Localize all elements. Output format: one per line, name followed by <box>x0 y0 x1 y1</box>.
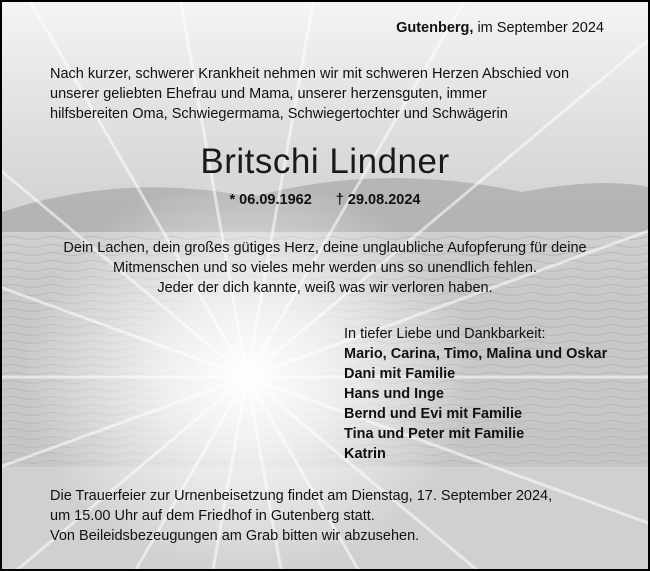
intro-line: unserer geliebten Ehefrau und Mama, unserer herzensguten, immer <box>50 86 487 102</box>
notice-content <box>2 2 648 569</box>
mourner-name: Tina und Peter mit Familie <box>344 426 525 442</box>
funeral-line: um 15.00 Uhr auf dem Friedhof in Gutenberg statt. <box>50 508 375 524</box>
intro-text <box>50 64 610 124</box>
mourner-name: Dani mit Familie <box>344 366 456 382</box>
quote-line: Dein Lachen, dein großes gütiges Herz, deine unglaubliche Aufopferung für deine <box>63 240 587 256</box>
life-dates <box>2 192 648 208</box>
birth-date: * 06.09.1962 <box>229 192 312 208</box>
mourner-name: Hans und Inge <box>344 386 444 402</box>
mourner-name: Katrin <box>344 446 386 462</box>
mourners-list <box>344 324 607 464</box>
quote-line: Mitmenschen und so vieles mehr werden uns so unendlich fehlen. <box>113 260 537 276</box>
memorial-quote <box>2 238 648 298</box>
deceased-name: Britschi Lindner <box>200 142 450 181</box>
quote-line: Jeder der dich kannte, weiß was wir verloren haben. <box>157 280 493 296</box>
intro-line: hilfsbereiten Oma, Schwiegermama, Schwiegertochter und Schwägerin <box>50 106 508 122</box>
mourners-lead: In tiefer Liebe und Dankbarkeit: <box>344 326 546 342</box>
funeral-info <box>50 486 552 546</box>
place: Gutenberg, <box>396 20 474 36</box>
intro-line: Nach kurzer, schwerer Krankheit nehmen wir mit schweren Herzen Abschied von <box>50 66 570 82</box>
mourner-name: Bernd und Evi mit Familie <box>344 406 523 422</box>
place-date <box>396 20 604 36</box>
mourner-name: Mario, Carina, Timo, Malina und Oskar <box>344 346 608 362</box>
funeral-line: Von Beileidsbezeugungen am Grab bitten wir abzusehen. <box>50 528 420 544</box>
death-date: † 29.08.2024 <box>335 192 421 208</box>
date: im September 2024 <box>473 20 604 36</box>
funeral-line: Die Trauerfeier zur Urnenbeisetzung findet am Dienstag, 17. September 2024, <box>50 488 553 504</box>
